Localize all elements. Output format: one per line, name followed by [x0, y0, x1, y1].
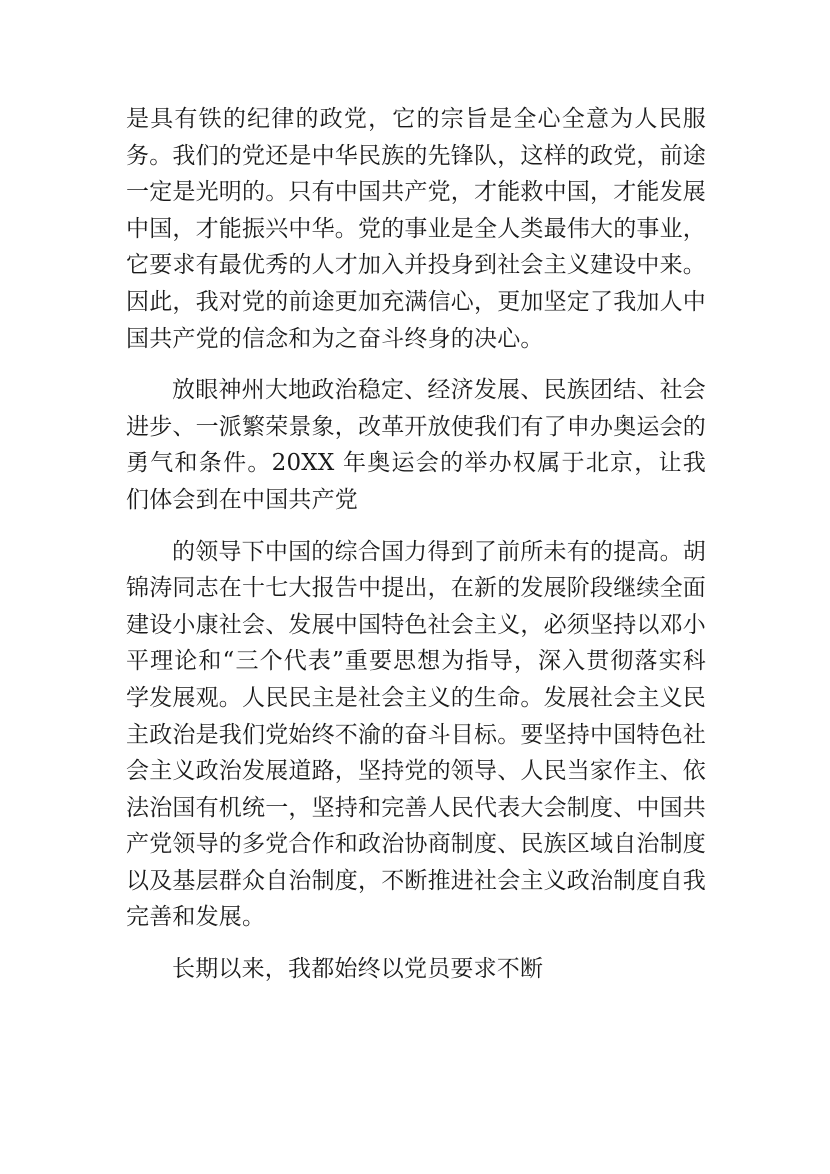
paragraph-4: 长期以来，我都始终以党员要求不断 [172, 956, 544, 983]
paragraph-1: 是具有铁的纪律的政党，它的宗旨是全心全意为人民服务。我们的党还是中华民族的先锋队，这样的政党，前途一定是光明的。只有中国共产党，才能救中国，才能发展中国，才能振兴中华。党的事业是全人类最伟大的事业，它要求有最优秀的人才加入并投身到社会主义建设中来。因此，我对党的前途更加充满信心，更加坚定了我加人中国共产党的信念和为之奋斗终身的决心。 [126, 106, 706, 352]
document-body [126, 101, 706, 988]
paragraph-3: 的领导下中国的综合国力得到了前所未有的提高。胡锦涛同志在十七大报告中提出，在新的发展阶段继续全面建设小康社会、发展中国特色社会主义，必须坚持以邓小平理论和“三个代表”重要思想为指导，深入贯彻落实科学发展观。人民民主是社会主义的生命。发展社会主义民主政治是我们党始终不渝的奋斗目标。要坚持中国特色社会主义政治发展道路，坚持党的领导、人民当家作主、依法治国有机统一，坚持和完善人民代表大会制度、中国共产党领导的多党合作和政治协商制度、民族区域自治制度以及基层群众自治制度，不断推进社会主义政治制度自我完善和发展。 [126, 538, 706, 931]
paragraph-2: 放眼神州大地政治稳定、经济发展、民族团结、社会进步、一派繁荣景象，改革开放使我们有了申办奥运会的勇气和条件。20XX 年奥运会的举办权属于北京，让我们体会到在中国共产党 [126, 377, 706, 513]
